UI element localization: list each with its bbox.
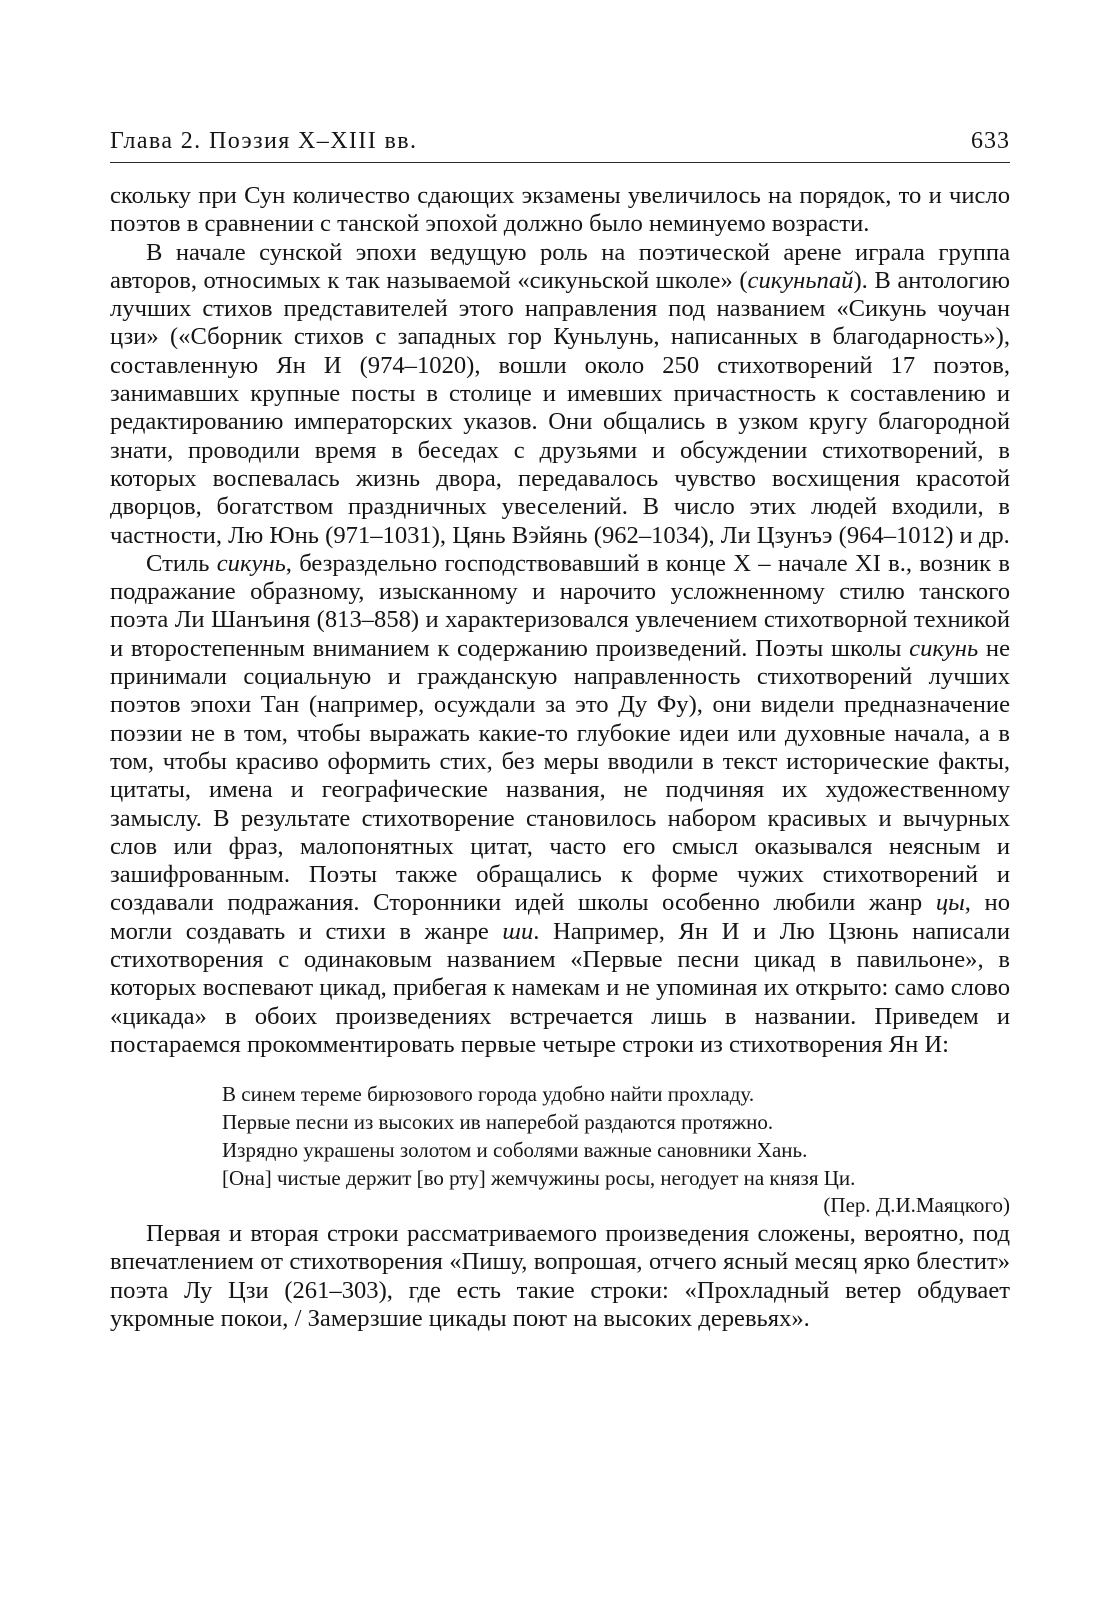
italic-term: цы: [935, 889, 965, 917]
poem-line: [Она] чистые держит [во рту] жемчужины росы, негодует на князя Ци.: [222, 1165, 856, 1190]
translator-credit: (Пер. Д.И.Маяцкого): [823, 1193, 1010, 1218]
text-segment: скольку при Сун количество сдающих экзамены увеличилось на порядок, то и число поэтов в сравнении с танской эпохой должно было неминуемо возрасти.: [110, 182, 1010, 238]
italic-term: сикунь: [909, 634, 979, 662]
italic-term: ши: [502, 917, 534, 945]
book-page: [110, 122, 1010, 1333]
poem-line: В синем тереме бирюзового города удобно найти прохладу.: [222, 1082, 755, 1107]
text-segment: , но могли создавать и стихи в жанре: [110, 889, 1010, 945]
italic-term: сикуньпай: [747, 266, 854, 294]
text-segment: В начале сунской эпохи ведущую роль на поэтической арене играла группа авторов, относимых к так называемой «сикуньской школе» (: [110, 238, 1010, 294]
chapter-running-title: Глава 2. Поэзия X–XIII вв.: [110, 128, 418, 154]
page-number: 633: [971, 128, 1010, 154]
text-segment: ). В антологию лучших стихов представителей этого направления под названием «Сикунь чоучан цзи» («Сборник стихов с западных гор Куньлунь, написанных в благодарность»), составленную Ян И (974–1020), вошли около 250 стихотворений 17 поэтов, занимавших крупные посты в столице и имевших причастность к составлению и редактированию императорских указов. Они общались в узком кругу благородной знати, проводили время в беседах с друзьями и обсуждении стихотворений, в которых воспевалась жизнь двора, передавалось чувство восхищения красотой дворцов, богатством праздничных увеселений. В число этих людей входили, в частности, Лю Юнь (971–1031), Цянь Вэйянь (962–1034), Ли Цзунъэ (964–1012) и др.: [110, 266, 1010, 549]
text-segment: , безраздельно господствовавший в конце X – начале XI в., возник в подражание образному, изысканному и нарочито усложненному стилю танского поэта Ли Шанъиня (813–858) и характеризовался увлечением стихотворной техникой и второстепенным вниманием к содержанию произведений. Поэты школы: [110, 549, 1010, 662]
paragraph-after-poem: Первая и вторая строки рассматриваемого произведения сложены, вероятно, под впечатлением от стихотворения «Пишу, вопрошая, отчего ясный месяц ярко блестит» поэта Лу Цзи (261–303), где есть такие строки: «Прохладный ветер обдувает укромные покои, / Замерзшие цикады поют на высоких деревьях».: [110, 1220, 1010, 1333]
poem-line: Первые песни из высоких ив наперебой раздаются протяжно.: [222, 1110, 774, 1134]
main-text: [110, 182, 1010, 1333]
poem-line: Изрядно украшены золотом и соболями важные сановники Хань.: [222, 1137, 808, 1162]
paragraph-continued: [110, 182, 1010, 239]
poem-quote: [222, 1081, 1010, 1192]
running-header: [110, 122, 1010, 163]
text-segment: . Например, Ян И и Лю Цзюнь написали стихотворения с одинаковым названием «Первые песни цикад в павильоне», в которых воспевают цикад, прибегая к намекам и не упоминая их открыто: само слово «цикада» в обоих произведениях встречается лишь в названии. Приведем и постараемся прокомментировать первые четыре строки из стихотворения Ян И:: [110, 917, 1010, 1058]
text-segment: Стиль: [146, 549, 217, 577]
paragraph-sikun-school: [110, 239, 1010, 550]
text-segment: не принимали социальную и гражданскую направленность стихотворений лучших поэтов эпохи Тан (например, осуждали за это Ду Фу), они видели предназначение поэзии не в том, чтобы выражать какие-то глубокие идеи или духовные начала, а в том, чтобы красиво оформить стих, без меры вводили в текст исторические факты, цитаты, имена и географические названия, не подчиняя их художественному замыслу. В результате стихотворение становилось набором красивых и вычурных слов или фраз, малопонятных цитат, часто его смысл оказывался неясным и зашифрованным. Поэты также обращались к форме чужих стихотворений и создавали подражания. Сторонники идей школы особенно любили жанр: [110, 634, 1010, 917]
paragraph-sikun-style: [110, 550, 1010, 1059]
italic-term: сикунь: [216, 549, 286, 577]
